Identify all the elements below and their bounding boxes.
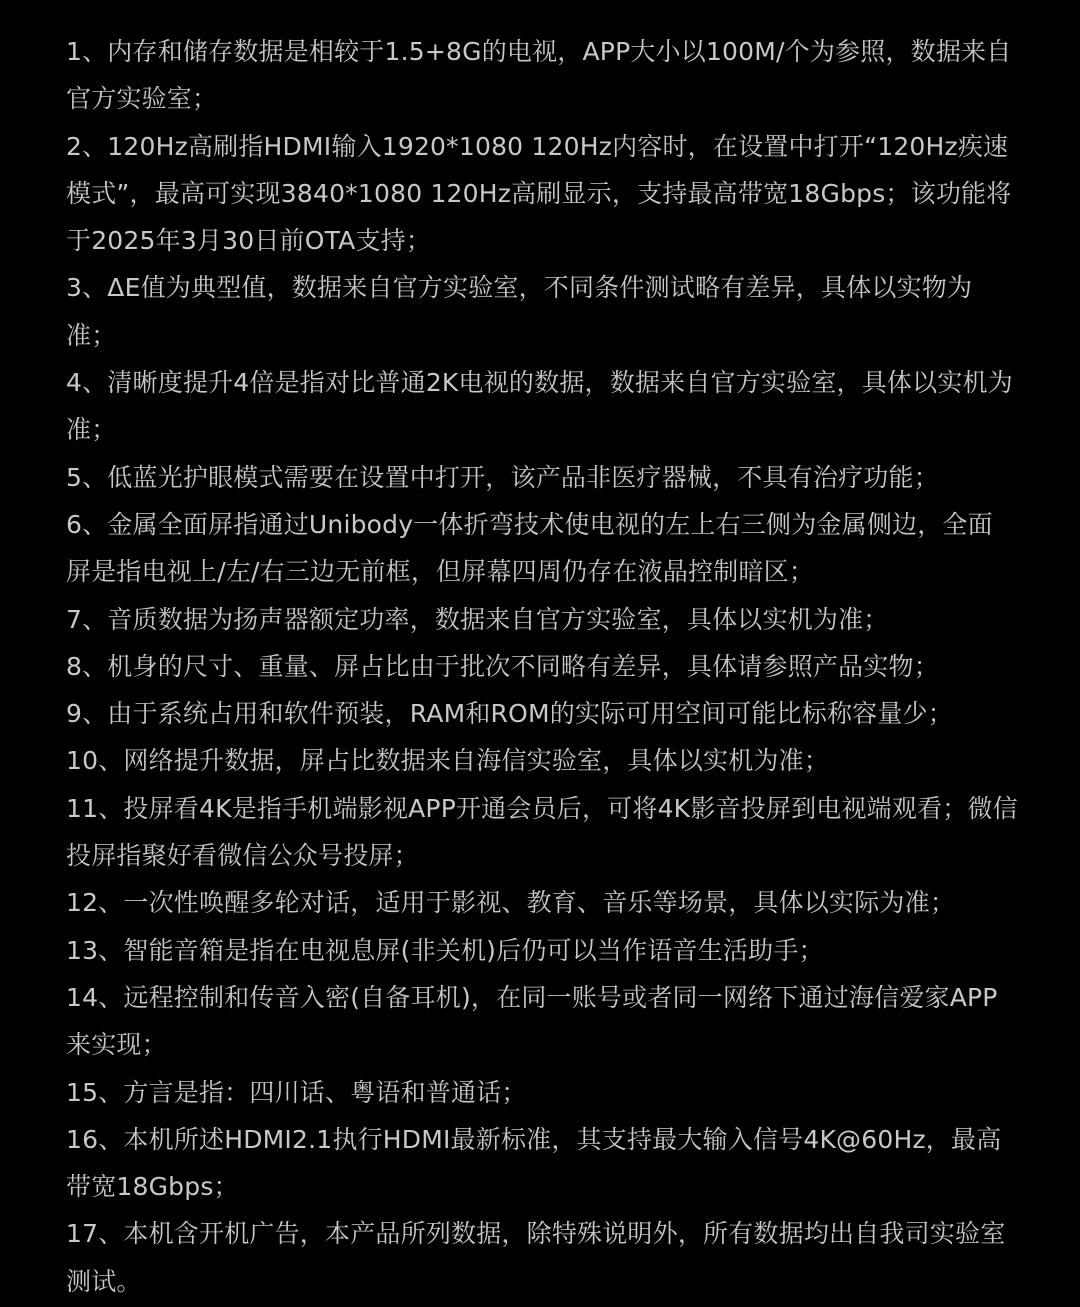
- disclaimer-notes-list: [66, 28, 1018, 1305]
- note-item-14: 14、远程控制和传音入密(自备耳机)，在同一账号或者同一网络下通过海信爱家APP来实现；: [66, 982, 998, 1060]
- note-item-9: 9、由于系统占用和软件预装，RAM和ROM的实际可用空间可能比标称容量少；: [66, 699, 953, 729]
- note-item-12: 12、一次性唤醒多轮对话，适用于影视、教育、音乐等场景，具体以实际为准；: [66, 888, 956, 918]
- note-item-17: 17、本机含开机广告，本产品所列数据，除特殊说明外，所有数据均出自我司实验室测试。: [66, 1219, 1006, 1296]
- note-item-10: 10、网络提升数据，屏占比数据来自海信实验室，具体以实机为准；: [66, 746, 830, 776]
- note-item-16: 16、本机所述HDMI2.1执行HDMI最新标准，其支持最大输入信号4K@60Hz，最高带宽18Gbps；: [66, 1124, 1002, 1202]
- note-item-8: 8、机身的尺寸、重量、屏占比由于批次不同略有差异，具体请参照产品实物；: [66, 651, 939, 681]
- note-item-4: 4、清晰度提升4倍是指对比普通2K电视的数据，数据来自官方实验室，具体以实机为准；: [66, 368, 1013, 445]
- note-item-3: 3、ΔE值为典型值，数据来自官方实验室，不同条件测试略有差异，具体以实物为准；: [66, 273, 973, 350]
- note-item-1: 1、内存和储存数据是相较于1.5+8G的电视，APP大小以100M/个为参照，数据来自官方实验室；: [66, 37, 1012, 114]
- note-item-6: 6、金属全面屏指通过Unibody一体折弯技术使电视的左上右三侧为金属侧边，全面屏是指电视上/左/右三边无前框，但屏幕四周仍存在液晶控制暗区；: [66, 509, 993, 587]
- note-item-7: 7、音质数据为扬声器额定功率，数据来自官方实验室，具体以实机为准；: [66, 604, 889, 634]
- note-item-5: 5、低蓝光护眼模式需要在设置中打开，该产品非医疗器械，不具有治疗功能；: [66, 462, 939, 492]
- note-item-2: 2、120Hz高刷指HDMI输入1920*1080 120Hz内容时，在设置中打开“120Hz疾速模式”，最高可实现3840*1080 120Hz高刷显示，支持最高带宽18Gbps；该功能将于2025年3月30日前OTA支持；: [66, 131, 1012, 256]
- note-item-11: 11、投屏看4K是指手机端影视APP开通会员后，可将4K影音投屏到电视端观看；微信投屏指聚好看微信公众号投屏；: [66, 793, 1018, 871]
- note-item-15: 15、方言是指：四川话、粤语和普通话；: [66, 1077, 527, 1107]
- note-item-13: 13、智能音箱是指在电视息屏(非关机)后仍可以当作语音生活助手；: [66, 935, 824, 965]
